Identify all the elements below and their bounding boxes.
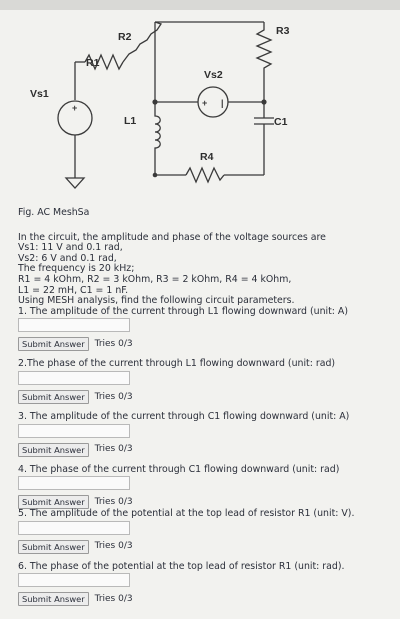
question-5 (18, 509, 388, 554)
problem-line: In the circuit, the amplitude and phase of the voltage sources are (18, 231, 326, 243)
label-r1: R1 (86, 57, 100, 69)
resistor-r4 (186, 168, 224, 182)
tries-counter: Tries 0/3 (94, 541, 133, 552)
submit-answer-button-6[interactable]: Submit Answer (18, 592, 89, 606)
node-dot-right (261, 99, 266, 104)
question-text: 6. The phase of the potential at the top lead of resistor R1 (unit: rad). (18, 560, 345, 572)
submit-answer-button-1[interactable]: Submit Answer (18, 337, 89, 351)
label-c1: C1 (274, 116, 288, 128)
tries-counter: Tries 0/3 (94, 444, 133, 455)
question-text: 1. The amplitude of the current through L1 flowing downward (unit: A) (18, 305, 349, 317)
answer-input-4[interactable] (18, 476, 130, 490)
answer-input-5[interactable] (18, 521, 130, 535)
question-3 (18, 412, 388, 457)
circuit-diagram (0, 8, 400, 208)
tries-counter: Tries 0/3 (94, 594, 133, 605)
question-4 (18, 465, 388, 510)
question-2 (18, 359, 388, 404)
answer-input-2[interactable] (18, 371, 130, 385)
submit-answer-button-4[interactable]: Submit Answer (18, 495, 89, 509)
submit-answer-button-2[interactable]: Submit Answer (18, 390, 89, 404)
answer-input-1[interactable] (18, 318, 130, 332)
problem-line: Using MESH analysis, find the following circuit parameters. (18, 295, 295, 307)
problem-statement (18, 233, 388, 307)
answer-input-3[interactable] (18, 424, 130, 438)
tries-counter: Tries 0/3 (94, 496, 133, 507)
label-r2: R2 (118, 31, 132, 43)
problem-line: The frequency is 20 kHz; (18, 263, 135, 275)
label-vs2: Vs2 (204, 69, 223, 81)
inductor-l1 (155, 102, 160, 175)
resistor-r3 (257, 22, 271, 105)
answer-input-6[interactable] (18, 573, 130, 587)
label-r4: R4 (200, 151, 214, 163)
node-dot-bottom (153, 173, 158, 178)
problem-line: L1 = 22 mH, C1 = 1 nF. (18, 284, 129, 296)
problem-content (18, 208, 388, 614)
label-l1: L1 (124, 115, 137, 127)
problem-line: R1 = 4 kOhm, R2 = 3 kOhm, R3 = 2 kOhm, R4 = 4 kOhm, (18, 273, 292, 285)
node-dot-top-left (152, 99, 157, 104)
vs2-plus-sign: + (202, 98, 208, 108)
vs2-minus-sign: | (221, 98, 224, 108)
figure-caption: Fig. AC MeshSa (18, 207, 90, 218)
question-text: 3. The amplitude of the current through C1 flowing downward (unit: A) (18, 410, 350, 422)
question-1 (18, 307, 388, 352)
problem-line: Vs2: 6 V and 0.1 rad, (18, 252, 117, 264)
vs1-plus-sign: + (72, 103, 78, 113)
question-text: 4. The phase of the current through C1 flowing downward (unit: rad) (18, 463, 340, 475)
submit-answer-button-3[interactable]: Submit Answer (18, 443, 89, 457)
tries-counter: Tries 0/3 (94, 339, 133, 350)
submit-answer-button-5[interactable]: Submit Answer (18, 540, 89, 554)
label-vs1: Vs1 (30, 88, 49, 100)
ground-symbol (66, 178, 84, 188)
question-text: 5. The amplitude of the potential at the top lead of resistor R1 (unit: V). (18, 508, 355, 520)
label-r3: R3 (276, 25, 290, 37)
question-text: 2.The phase of the current through L1 flowing downward (unit: rad) (18, 358, 336, 370)
tries-counter: Tries 0/3 (94, 391, 133, 402)
question-6 (18, 562, 388, 607)
problem-line: Vs1: 11 V and 0.1 rad, (18, 242, 123, 254)
